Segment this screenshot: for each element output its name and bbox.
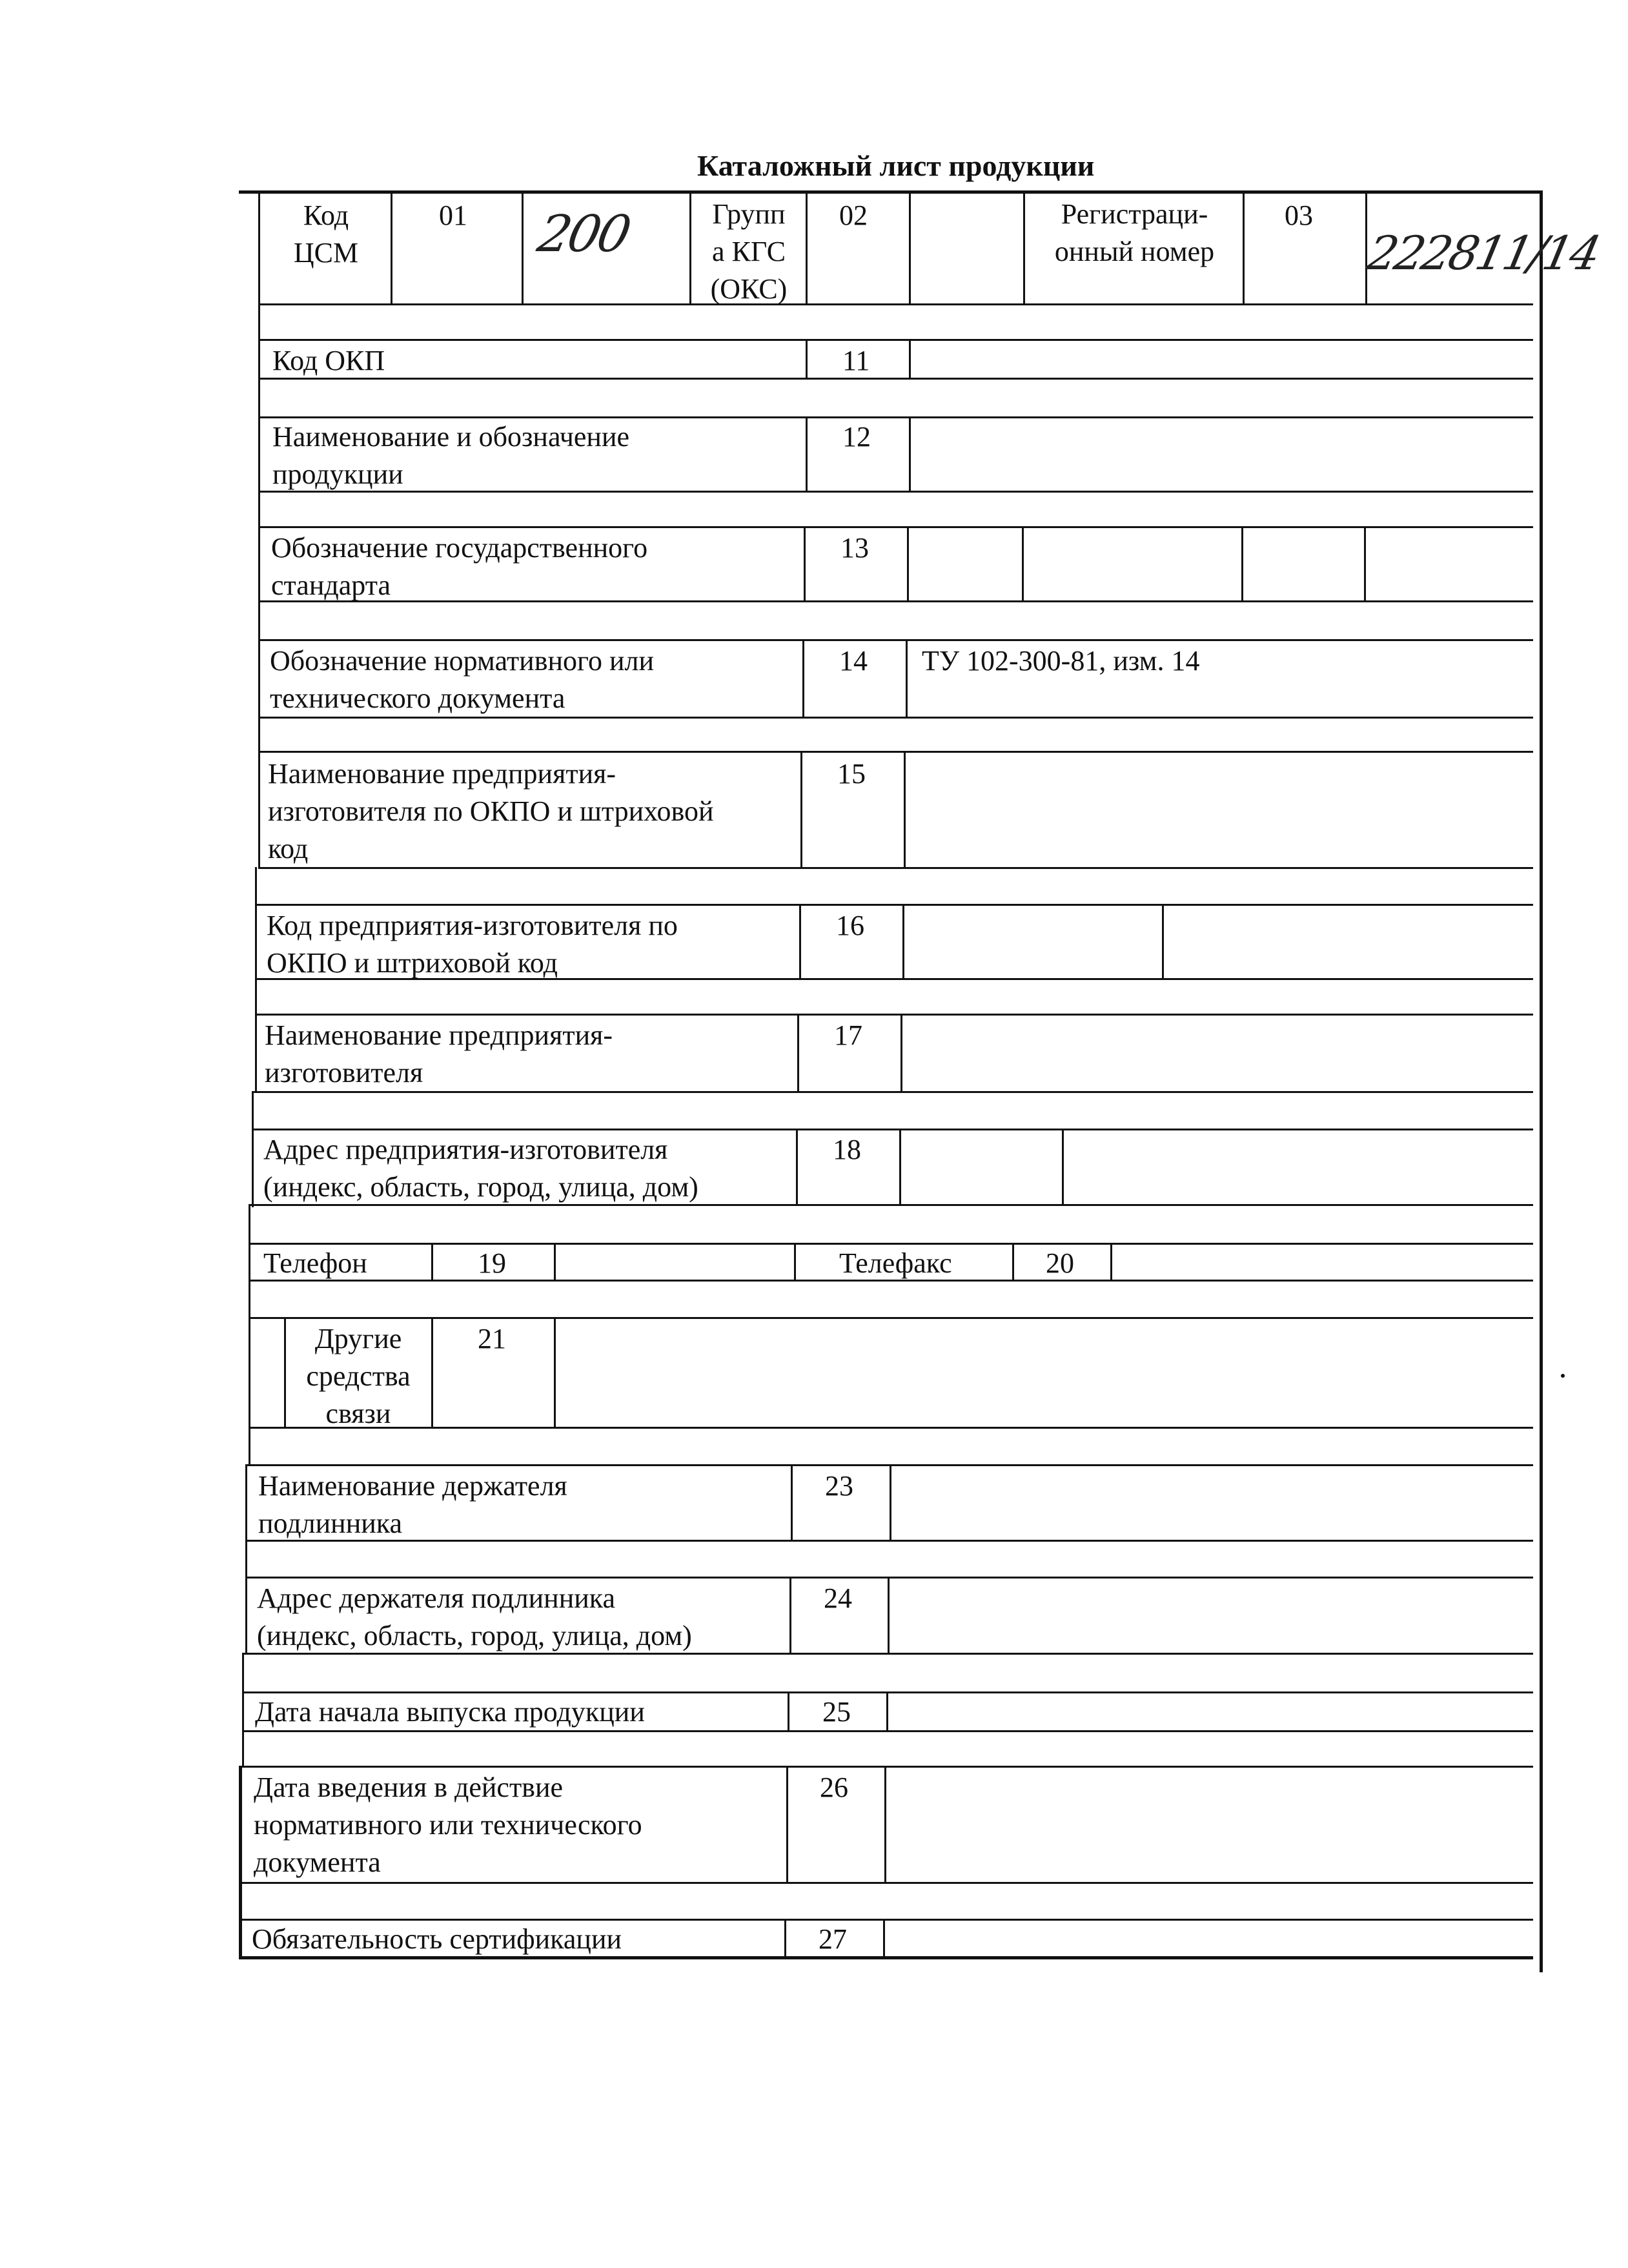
field-code: 17: [834, 1019, 862, 1051]
rule: [258, 526, 1533, 528]
rule: [806, 339, 808, 378]
field-label: Наименование предприятия- изготовителя: [265, 1019, 613, 1088]
rule: [255, 904, 1533, 906]
rule: [890, 1464, 891, 1540]
rule: [258, 751, 1533, 753]
rule: [900, 1014, 902, 1091]
rule: [431, 1317, 433, 1427]
rule: [784, 1919, 786, 1956]
rule: [794, 1243, 796, 1280]
rule: [789, 1577, 791, 1653]
field-code: 27: [819, 1923, 847, 1955]
rule: [1243, 190, 1245, 303]
rule: [907, 526, 909, 600]
field-code: 12: [842, 421, 871, 453]
field-label: Телефон: [263, 1247, 367, 1279]
field-label: Другие средства связи: [306, 1323, 411, 1429]
rule: [1162, 904, 1164, 978]
field-label: Наименование и обозначение продукции: [272, 421, 630, 490]
rule: [240, 1882, 1533, 1884]
rule: [249, 1204, 250, 1466]
rule: [245, 1464, 247, 1655]
tsm-code-label: Код ЦСМ: [293, 199, 359, 269]
field-label: Код предприятия-изготовителя по ОКПО и штриховой код: [267, 910, 678, 979]
rule: [258, 639, 1533, 641]
rule: [554, 1243, 556, 1280]
field-code: 19: [478, 1247, 506, 1279]
page-title: Каталожный лист продукции: [697, 149, 1095, 182]
rule: [800, 751, 802, 867]
rule: [888, 1577, 890, 1653]
field-code: 15: [837, 758, 866, 790]
rule: [799, 904, 801, 978]
field-label: Адрес предприятия-изготовителя (индекс, область, город, улица, дом): [263, 1134, 698, 1203]
rule: [904, 751, 906, 867]
rule: [258, 190, 260, 868]
rule: [796, 1129, 798, 1204]
rule: [554, 1317, 556, 1427]
rule: [804, 526, 806, 600]
field-label: Обязательность сертификации: [252, 1923, 622, 1955]
rule: [522, 190, 524, 303]
rule: [391, 190, 392, 303]
rule: [1364, 526, 1366, 600]
registration-label: Регистраци- онный номер: [1054, 198, 1215, 267]
field-label: Телефакс: [839, 1247, 952, 1279]
rule: [255, 867, 257, 1093]
field-code: 13: [840, 532, 869, 564]
rule: [252, 1129, 1533, 1130]
field-label: Дата введения в действие нормативного или технического документа: [254, 1772, 642, 1878]
field-code: 23: [825, 1470, 853, 1502]
field-value: ТУ 102-300-81, изм. 14: [922, 645, 1200, 677]
group-label: Групп а КГС (ОКС): [710, 198, 788, 305]
rule: [239, 1766, 242, 1959]
code-02: 02: [839, 199, 868, 231]
field-label: Код ОКП: [272, 345, 385, 376]
rule: [909, 190, 911, 303]
scan-speck: [1561, 1374, 1565, 1378]
rule: [1023, 190, 1025, 303]
rule: [883, 1919, 885, 1956]
handwritten-group-code: 200: [533, 205, 634, 263]
rule: [258, 339, 1533, 341]
rule: [906, 639, 908, 717]
rule: [802, 639, 804, 717]
handwritten-registration-number: 222811/14: [1363, 226, 1603, 280]
rule: [258, 303, 1533, 305]
rule: [1365, 190, 1367, 303]
field-code: 11: [842, 345, 870, 376]
code-03: 03: [1285, 199, 1313, 231]
field-label: Обозначение нормативного или технического документа: [270, 645, 655, 714]
field-code: 14: [839, 645, 868, 677]
rule: [788, 1691, 789, 1730]
rule: [1022, 526, 1024, 600]
rule: [797, 1014, 799, 1091]
rule: [909, 339, 911, 378]
rule: [258, 190, 1533, 192]
rule: [249, 1427, 1533, 1429]
rule: [431, 1243, 433, 1280]
rule: [258, 378, 1533, 380]
rule: [1241, 526, 1243, 600]
rule: [252, 1091, 254, 1207]
field-code: 16: [836, 910, 864, 941]
rule: [902, 904, 904, 978]
rule: [786, 1766, 788, 1882]
field-label: Наименование предприятия- изготовителя по ОКПО и штриховой код: [268, 758, 714, 864]
rule: [884, 1766, 886, 1882]
field-label: Наименование держателя подлинника: [258, 1470, 567, 1539]
field-code: 18: [833, 1134, 861, 1165]
rule: [1062, 1129, 1064, 1204]
rule: [249, 1317, 1533, 1319]
rule: [1012, 1243, 1014, 1280]
rule: [689, 190, 691, 303]
field-code: 25: [822, 1696, 851, 1728]
field-code: 21: [478, 1323, 506, 1354]
rule: [242, 1653, 244, 1768]
rule: [806, 416, 808, 491]
rule: [899, 1129, 901, 1204]
field-label: Адрес держателя подлинника (индекс, область, город, улица, дом): [257, 1582, 692, 1651]
rule: [791, 1464, 793, 1540]
rule: [806, 190, 808, 303]
rule: [1110, 1243, 1112, 1280]
field-code: 26: [820, 1772, 848, 1803]
rule: [255, 1014, 1533, 1016]
rule: [886, 1691, 888, 1730]
rule: [240, 1766, 1533, 1768]
rule: [909, 416, 911, 491]
code-01: 01: [439, 199, 467, 231]
field-code: 20: [1046, 1247, 1074, 1279]
field-label: Дата начала выпуска продукции: [255, 1696, 645, 1728]
field-label: Обозначение государственного стандарта: [271, 532, 648, 601]
field-code: 24: [824, 1582, 852, 1614]
